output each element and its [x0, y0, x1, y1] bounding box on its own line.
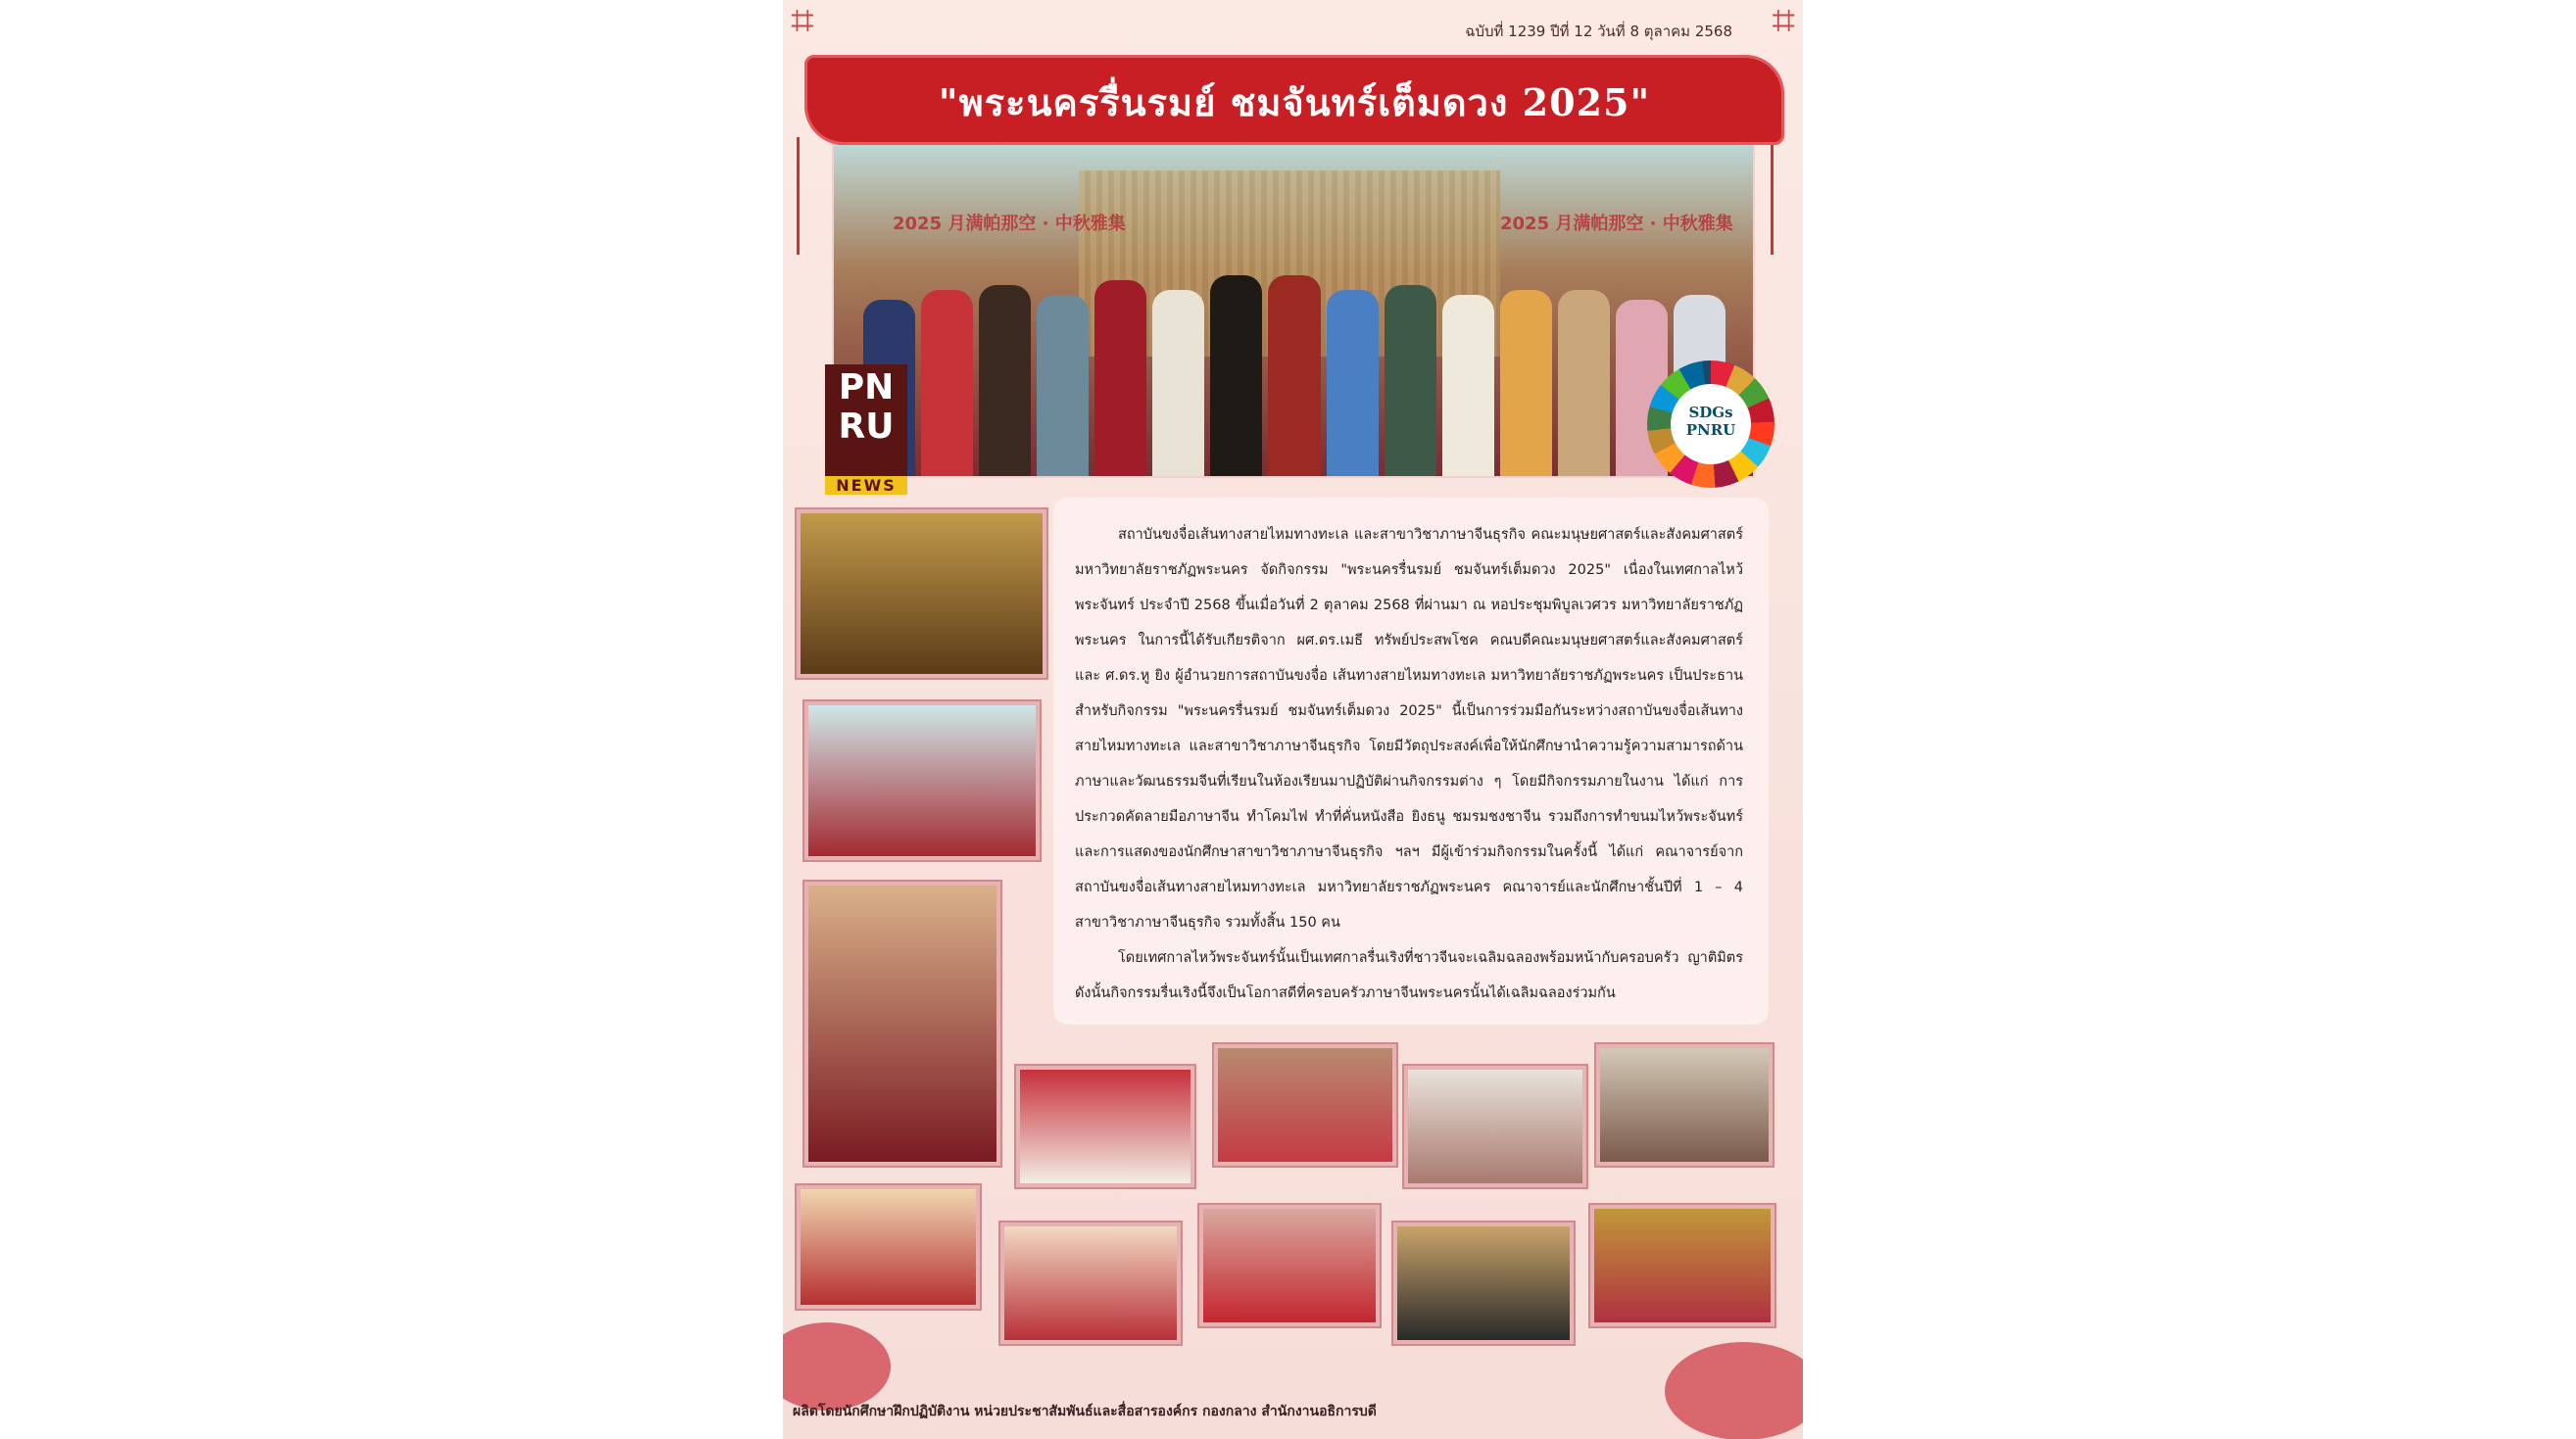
- person: [1327, 290, 1379, 476]
- photo-archery-booth: [1596, 1044, 1773, 1166]
- newsletter-page: [783, 0, 1803, 1439]
- chinese-knot-left: [797, 137, 829, 255]
- people-row: [863, 270, 1725, 476]
- person: [921, 290, 973, 476]
- footer-credit: ผลิตโดยนักศึกษาฝึกปฏิบัติงาน หน่วยประชาสัมพันธ์และสื่อสารองค์กร กองกลาง สำนักงานอธิการบดี: [793, 1404, 1377, 1419]
- person: [1152, 290, 1204, 476]
- article-body: [1075, 517, 1743, 1011]
- pnru-news-logo: [825, 364, 907, 495]
- banner-left: 2025 月满帕那空 · 中秋雅集: [893, 214, 1126, 234]
- photo-dance-performance: [1393, 1223, 1574, 1344]
- article-box: [1053, 498, 1769, 1025]
- corner-ornament-top-right: ⌗: [1772, 0, 1795, 44]
- photo-costume-pair: [804, 882, 1000, 1166]
- photo-calligraphy-board: [1016, 1066, 1194, 1187]
- issue-line: ฉบับที่ 1239 ปีที่ 12 วันที่ 8 ตุลาคม 2568: [1465, 23, 1732, 40]
- photo-students-3: [1000, 1223, 1181, 1344]
- person: [1442, 295, 1494, 476]
- person: [1500, 290, 1552, 476]
- hero-group-photo: [832, 129, 1755, 478]
- person: [1094, 280, 1146, 476]
- person: [1385, 285, 1436, 476]
- article-paragraph-2: โดยเทศกาลไหว้พระจันทร์นั้นเป็นเทศกาลรื่นเริงที่ชาวจีนจะเฉลิมฉลองพร้อมหน้ากับครอบครัว ญาติมิตร ดังนั้นกิจกรรมรื่นเริงนี้จึงเป็นโอกาสดีที่ครอบครัวภาษาจีนพระนครนั้นได้เฉลิมฉลองร่วมกัน: [1075, 950, 1743, 1001]
- article-paragraph-1: สถาบันขงจื่อเส้นทางสายไหมทางทะเล และสาขาวิชาภาษาจีนธุรกิจ คณะมนุษยศาสตร์และสังคมศาสตร์ มหาวิทยาลัยราชภัฏพระนคร จัดกิจกรรม "พระนครรื่นรมย์ ชมจันทร์เต็มดวง 2025" เนื่องในเทศกาลไหว้พระจันทร์ ประจำปี 2568 ขึ้นเมื่อวันที่ 2 ตุลาคม 2568 ที่ผ่านมา ณ หอประชุมพิบูลเวศวร มหาวิทยาลัยราชภัฏพระนคร ในการนี้ได้รับเกียรติจาก ผศ.ดร.เมธี ทรัพย์ประสพโชค คณบดีคณะมนุษยศาสตร์และสังคมศาสตร์ และ ศ.ดร.หู ยิง ผู้อำนวยการสถาบันขงจื่อ เส้นทางสายไหมทางทะเล มหาวิทยาลัยราชภัฏพระนคร เป็นประธาน สำหรับกิจกรรม "พระนครรื่นรมย์ ชมจันทร์เต็มดวง 2025" นี้เป็นการร่วมมือกันระหว่างสถาบันขงจื่อเส้นทางสายไหมทางทะเล และสาขาวิชาภาษาจีนธุรกิจ โดยมีวัตถุประสงค์เพื่อให้นักศึกษานำความรู้ความสามารถด้านภาษาและวัฒนธรรมจีนที่เรียนในห้องเรียนมาปฏิบัติผ่านกิจกรรมต่าง ๆ โดยมีกิจกรรมภายในงาน ได้แก่ การประกวดคัดลายมือภาษาจีน ทำโคมไฟ ทำที่คั่นหนังสือ ยิงธนู ชมรมชงชาจีน รวมถึงการทำขนมไหว้พระจันทร์ และการแสดงของนักศึกษาสาขาวิชาภาษาจีนธุรกิจ ฯลฯ มีผู้เข้าร่วมกิจกรรมในครั้งนี้ ได้แก่ คณาจารย์จากสถาบันขงจื่อเส้นทางสายไหมทางทะเล มหาวิทยาลัยราชภัฏพระนคร คณาจารย์และนักศึกษาชั้นปีที่ 1 – 4 สาขาวิชาภาษาจีนธุรกิจ รวมทั้งสิ้น 150 คน: [1075, 527, 1743, 931]
- page-title: "พระนครรื่นรมย์ ชมจันทร์เต็มดวง 2025": [938, 80, 1651, 124]
- person: [979, 285, 1031, 476]
- photo-speaker-woman: [797, 509, 1046, 678]
- logo-block: [825, 364, 907, 476]
- sdg-label: [1671, 384, 1751, 464]
- photo-students-1: [797, 1185, 980, 1309]
- sdg-line1: SDGs: [1688, 404, 1733, 421]
- photo-speaker-man: [804, 701, 1040, 860]
- sdg-wheel-logo: [1647, 360, 1774, 488]
- chinese-knot-right: [1771, 137, 1803, 255]
- logo-line2: RU: [838, 407, 895, 447]
- person: [1558, 290, 1610, 476]
- person: [1037, 295, 1089, 476]
- logo-line1: PN: [838, 367, 895, 408]
- corner-ornament-top-left: ⌗: [791, 0, 814, 44]
- banner-right: 2025 月满帕那空 · 中秋雅集: [1500, 214, 1733, 234]
- photo-students-2: [1214, 1044, 1396, 1166]
- person: [1268, 275, 1320, 476]
- cloud-ornament: [1665, 1342, 1803, 1439]
- title-banner: [804, 55, 1784, 145]
- photo-painting-activity: [1404, 1066, 1586, 1187]
- cloud-ornament: [783, 1322, 891, 1411]
- photo-students-4: [1199, 1205, 1380, 1326]
- logo-news-badge: NEWS: [825, 476, 907, 495]
- sdg-line2: PNRU: [1685, 421, 1736, 439]
- person: [1210, 275, 1262, 476]
- photo-group-performance: [1590, 1205, 1774, 1326]
